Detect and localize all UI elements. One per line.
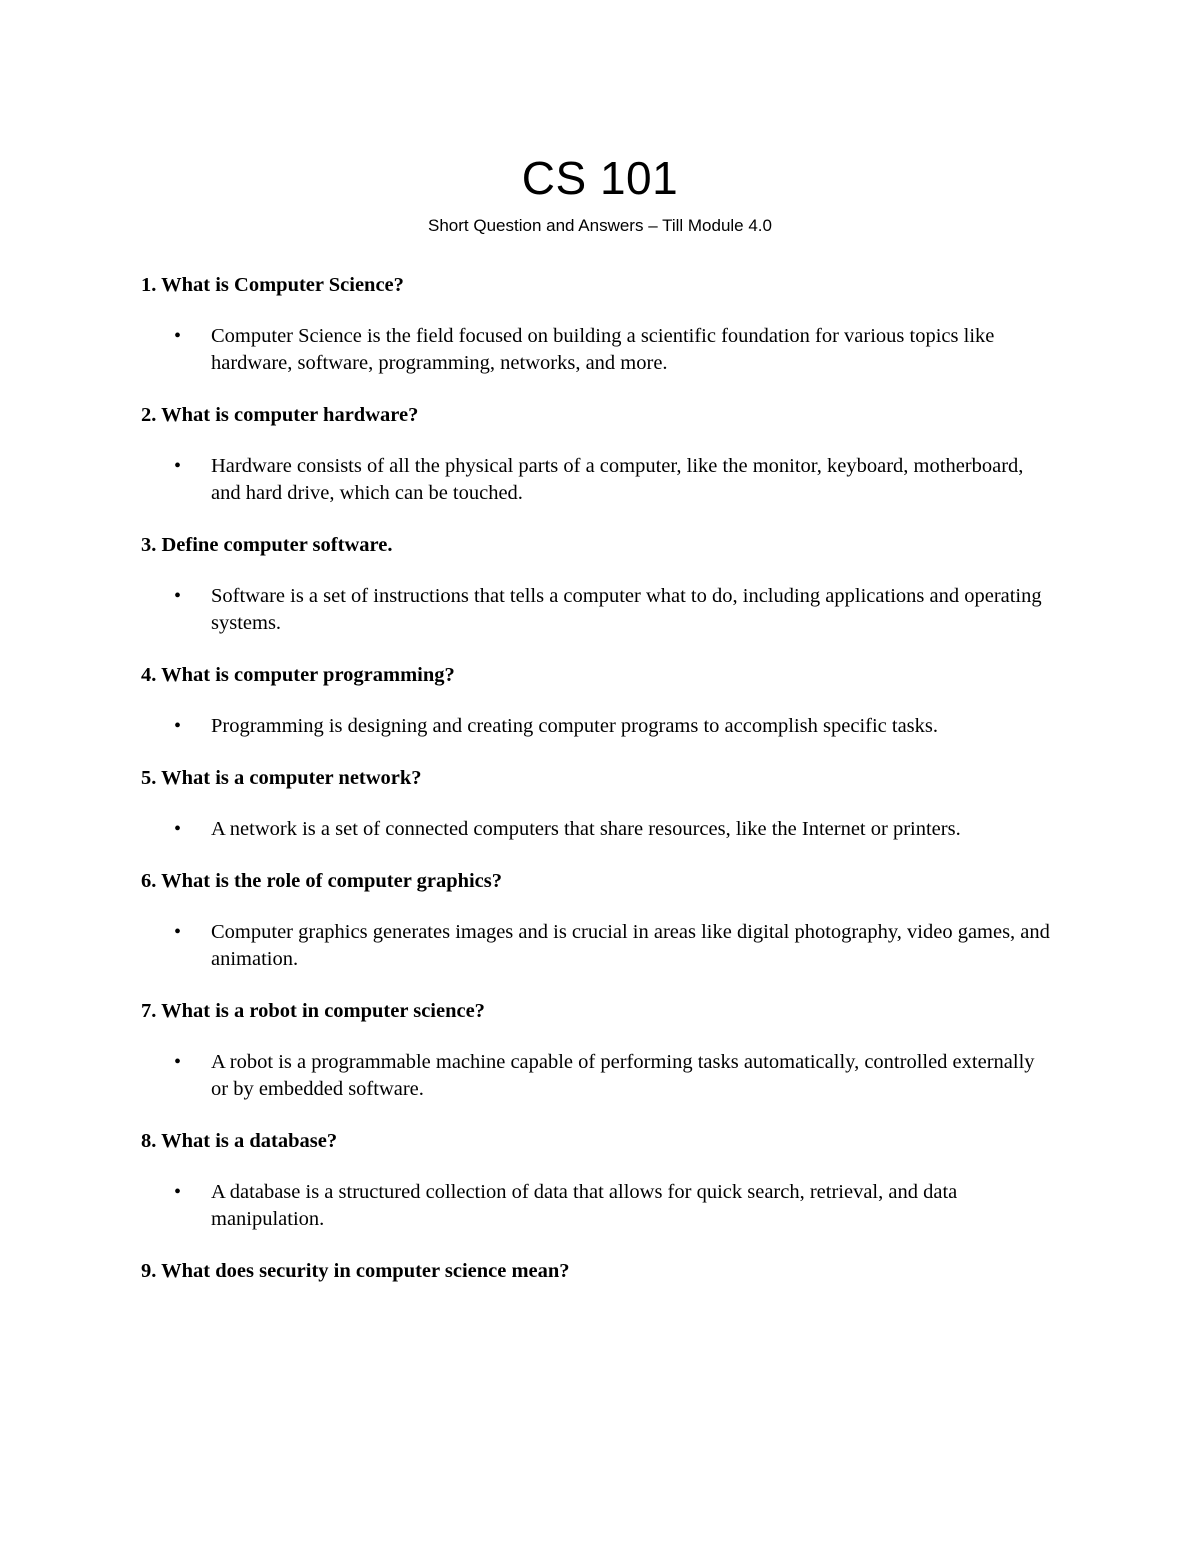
answer-text: A robot is a programmable machine capable of performing tasks automatically, controlled externally or by embedded software. [211,1051,1035,1100]
page-title: CS 101 [521,152,679,204]
question-2: 2. What is computer hardware? [141,404,419,426]
qa-item-8 [141,1127,1061,1233]
question-4: 4. What is computer programming? [141,664,455,686]
answer-text: Software is a set of instructions that tells a computer what to do, including applications and operating systems. [211,585,1042,634]
question-3: 3. Define computer software. [141,534,393,556]
answer-2 [141,453,1056,507]
answer-3 [141,583,1056,637]
qa-item-6 [141,867,1061,973]
qa-item-4 [141,661,1061,740]
question-7: 7. What is a robot in computer science? [141,1000,485,1022]
bullet-icon: • [174,455,182,477]
answer-8 [141,1179,1056,1233]
bullet-icon: • [174,1181,182,1203]
page-subtitle: Short Question and Answers – Till Module 4.0 [428,216,772,235]
qa-list [141,271,1061,1309]
question-1: 1. What is Computer Science? [141,274,404,296]
question-6: 6. What is the role of computer graphics? [141,870,503,892]
answer-text: Computer graphics generates images and is crucial in areas like digital photography, video games, and animation. [211,921,1050,970]
answer-6 [141,919,1056,973]
answer-text: Hardware consists of all the physical parts of a computer, like the monitor, keyboard, motherboard, and hard drive, which can be touched. [211,455,1024,504]
bullet-icon: • [174,325,182,347]
bullet-icon: • [174,921,182,943]
answer-7 [141,1049,1056,1103]
answer-text: Computer Science is the field focused on building a scientific foundation for various topics like hardware, software, programming, networks, and more. [211,325,995,374]
qa-item-1 [141,271,1061,377]
qa-item-7 [141,997,1061,1103]
answer-text: A network is a set of connected computers that share resources, like the Internet or printers. [211,818,961,840]
question-9: 9. What does security in computer science mean? [141,1260,570,1282]
qa-item-3 [141,531,1061,637]
bullet-icon: • [174,818,182,840]
qa-item-5 [141,764,1061,843]
bullet-icon: • [174,1051,182,1073]
qa-item-2 [141,401,1061,507]
question-8: 8. What is a database? [141,1130,338,1152]
answer-text: A database is a structured collection of data that allows for quick search, retrieval, and data manipulation. [211,1181,958,1230]
answer-text: Programming is designing and creating computer programs to accomplish specific tasks. [211,715,939,737]
answer-4 [141,713,1056,740]
answer-5 [141,816,1056,843]
answer-1 [141,323,1056,377]
qa-item-9 [141,1257,1061,1285]
bullet-icon: • [174,585,182,607]
question-5: 5. What is a computer network? [141,767,422,789]
bullet-icon: • [174,715,182,737]
